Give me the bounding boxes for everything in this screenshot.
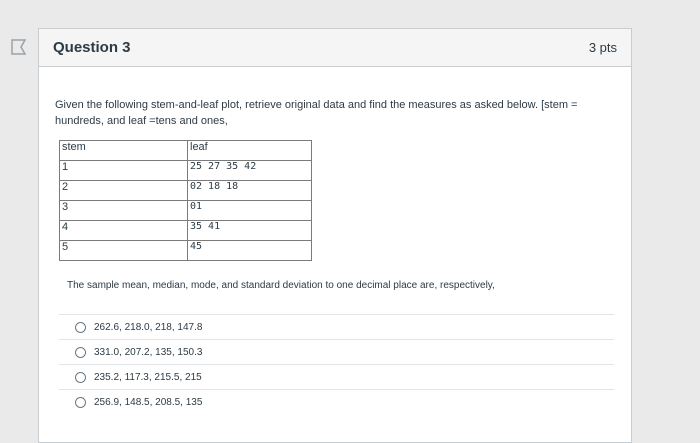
answer-label: 256.9, 148.5, 208.5, 135 <box>94 396 203 408</box>
leaf-cell: 02 18 18 <box>188 181 312 201</box>
stem-cell: 4 <box>60 221 188 241</box>
stem-cell: 5 <box>60 241 188 261</box>
stem-cell: 2 <box>60 181 188 201</box>
question-header <box>39 29 631 67</box>
question-ask: The sample mean, median, mode, and standard deviation to one decimal place are, respectively, <box>67 280 495 291</box>
table-row <box>60 161 312 181</box>
table-header-row <box>60 141 312 161</box>
radio-button[interactable] <box>75 347 86 358</box>
leaf-cell: 25 27 35 42 <box>188 161 312 181</box>
question-title: Question 3 <box>53 39 131 56</box>
answer-option-2[interactable] <box>59 339 614 364</box>
table-row <box>60 201 312 221</box>
leaf-cell: 35 41 <box>188 221 312 241</box>
stem-cell: 1 <box>60 161 188 181</box>
table-row <box>60 181 312 201</box>
radio-button[interactable] <box>75 322 86 333</box>
answer-option-1[interactable] <box>59 314 614 339</box>
leaf-cell: 01 <box>188 201 312 221</box>
table-row <box>60 221 312 241</box>
answer-label: 262.6, 218.0, 218, 147.8 <box>94 321 203 333</box>
leaf-cell: 45 <box>188 241 312 261</box>
answer-label: 331.0, 207.2, 135, 150.3 <box>94 346 203 358</box>
table-row <box>60 241 312 261</box>
leaf-header: leaf <box>188 141 312 161</box>
bookmark-flag-icon[interactable] <box>10 38 30 56</box>
radio-button[interactable] <box>75 397 86 408</box>
question-points: 3 pts <box>588 40 617 55</box>
answer-option-4[interactable] <box>59 389 614 414</box>
radio-button[interactable] <box>75 372 86 383</box>
stem-cell: 3 <box>60 201 188 221</box>
answer-list <box>59 314 614 414</box>
stem-leaf-table <box>59 140 312 261</box>
stem-header: stem <box>60 141 188 161</box>
question-card <box>38 28 632 443</box>
question-prompt: Given the following stem-and-leaf plot, retrieve original data and find the measures as asked below. [stem = hundreds, and leaf =tens and ones, <box>55 99 578 127</box>
answer-option-3[interactable] <box>59 364 614 389</box>
answer-label: 235.2, 117.3, 215.5, 215 <box>94 371 202 383</box>
